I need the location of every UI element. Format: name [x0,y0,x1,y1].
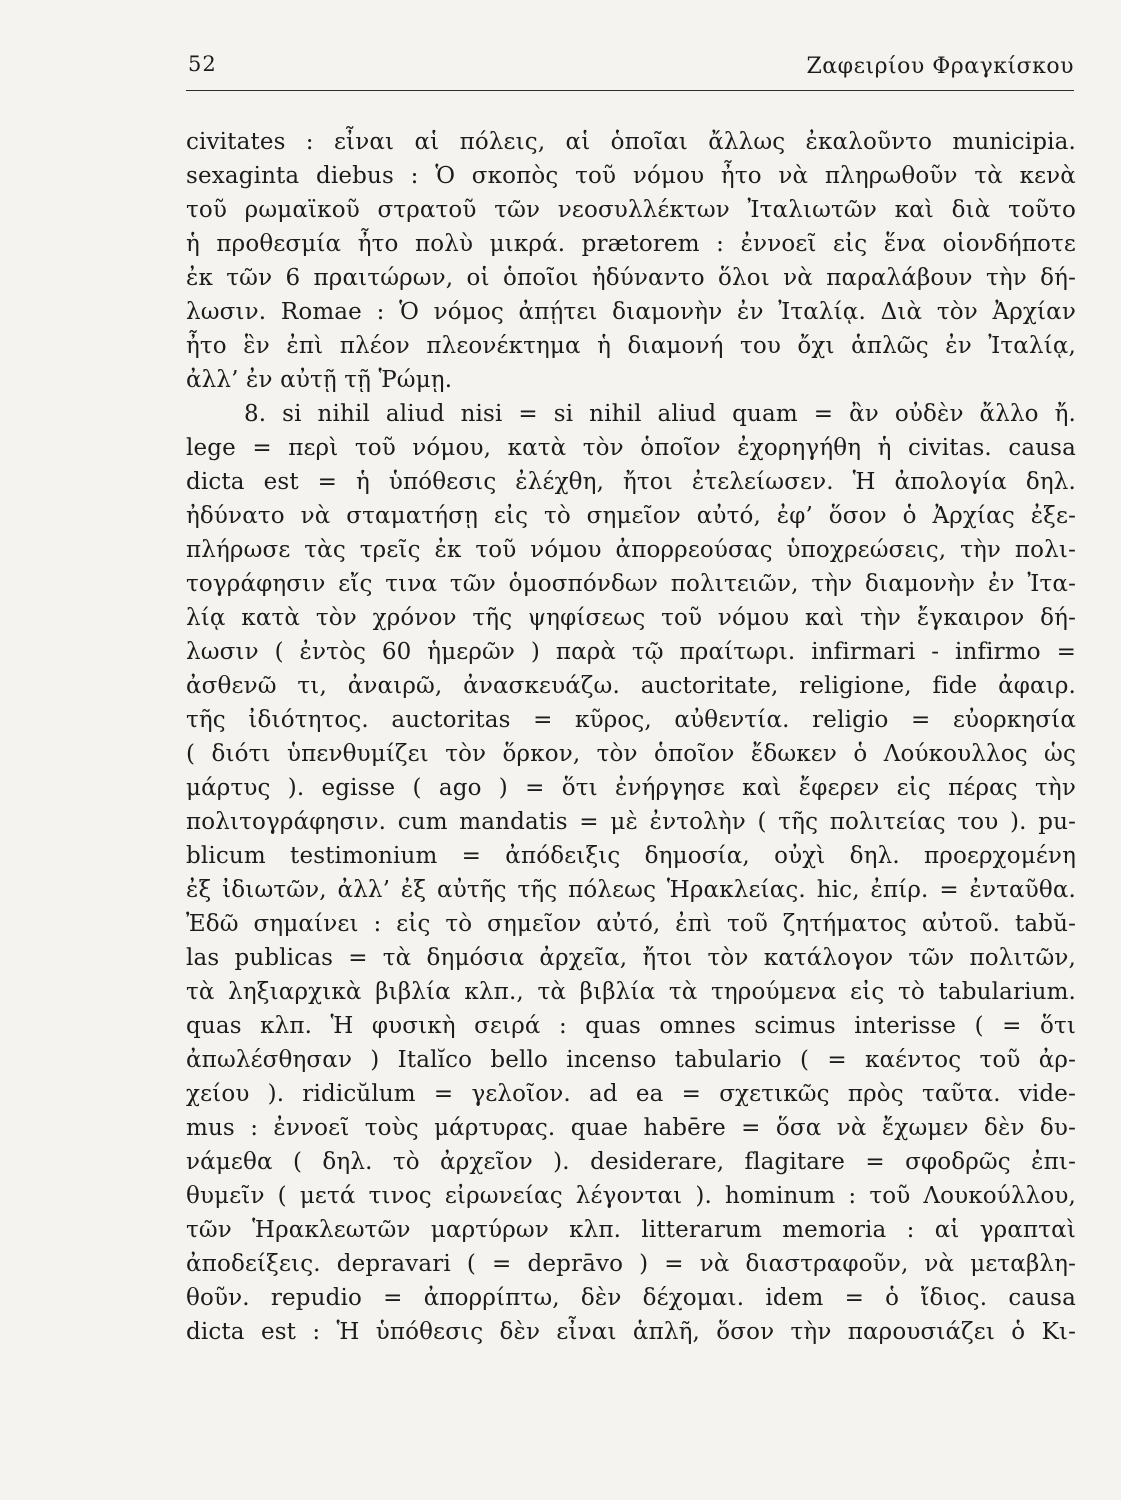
commentary-text [186,125,1076,1349]
text-line: πλήρωσε τὰς τρεῖς ἐκ τοῦ νόμου ἀπορρεούσας ὑποχρεώσεις, τὴν πολι- [186,537,1076,563]
text-line: λίᾳ κατὰ τὸν χρόνον τῆς ψηφίσεως τοῦ νόμου καὶ τὴν ἔγκαιρον δή- [186,605,1076,631]
text-line: ἡ προθεσμία ἦτο πολὺ μικρά. prætorem : ἐννοεῖ εἰς ἕνα οἱονδήποτε [186,231,1076,257]
text-line: las publicas = τὰ δημόσια ἀρχεῖα, ἤτοι τὸν κατάλογον τῶν πολιτῶν, [186,945,1076,971]
text-line: ἠδύνατο νὰ σταματήσῃ εἰς τὸ σημεῖον αὐτό, ἐφ’ ὅσον ὁ Ἀρχίας ἐξε- [186,503,1076,529]
text-line: πολιτογράφησιν. cum mandatis = μὲ ἐντολὴν ( τῆς πολιτείας του ). pu- [186,809,1076,835]
text-line: sexaginta diebus : Ὁ σκοπὸς τοῦ νόμου ἦτο νὰ πληρωθοῦν τὰ κενὰ [186,163,1076,189]
text-line: τογράφησιν εἴς τινα τῶν ὁμοσπόνδων πολιτειῶν, τὴν διαμονὴν ἐν Ἰτα- [186,571,1076,597]
running-title: Ζαφειρίου Φραγκίσκου [806,54,1074,79]
text-line: λωσιν. Romae : Ὁ νόμος ἀπῄτει διαμονὴν ἐν Ἰταλίᾳ. Διὰ τὸν Ἀρχίαν [186,299,1076,325]
text-line: ( διότι ὑπενθυμίζει τὸν ὅρκον, τὸν ὁποῖον ἔδωκεν ὁ Λούκουλλος ὡς [186,741,1076,767]
text-line: mus : ἐννοεῖ τοὺς μάρτυρας. quae habēre = ὅσα νὰ ἔχωμεν δὲν δυ- [186,1115,1076,1141]
text-line: θυμεῖν ( μετά τινος εἰρωνείας λέγονται ). hominum : τοῦ Λουκούλλου, [186,1183,1076,1209]
text-line: ἐκ τῶν 6 πραιτώρων, οἱ ὁποῖοι ἠδύναντο ὅλοι νὰ παραλάβουν τὴν δή- [186,265,1076,291]
text-line: τῶν Ἡρακλεωτῶν μαρτύρων κλπ. litterarum memoria : αἱ γραπταὶ [186,1217,1076,1243]
text-line: μάρτυς ). egisse ( ago ) = ὅτι ἐνήργησε καὶ ἔφερεν εἰς πέρας τὴν [186,775,1076,801]
text-line: ἐξ ἰδιωτῶν, ἀλλ’ ἐξ αὐτῆς τῆς πόλεως Ἡρακλείας. hic, ἐπίρ. = ἐνταῦθα. [186,877,1076,903]
text-line: dicta est : Ἡ ὑπόθεσις δὲν εἶναι ἁπλῆ, ὅσον τὴν παρουσιάζει ὁ Κι- [186,1319,1076,1345]
text-line: χείου ). ridicŭlum = γελοῖον. ad ea = σχετικῶς πρὸς ταῦτα. vide- [186,1081,1076,1107]
text-line: lege = περὶ τοῦ νόμου, κατὰ τὸν ὁποῖον ἐχορηγήθη ἡ civitas. causa [186,435,1076,461]
text-line: dicta est = ἡ ὑπόθεσις ἐλέχθη, ἤτοι ἐτελείωσεν. Ἡ ἀπολογία δηλ. [186,469,1076,495]
page-number: 52 [188,52,217,76]
text-line: ἀλλ’ ἐν αὐτῇ τῇ Ῥώμῃ. [186,367,453,393]
text-line: νάμεθα ( δηλ. τὸ ἀρχεῖον ). desiderare, flagitare = σφοδρῶς ἐπι- [186,1149,1076,1175]
text-line: ἦτο ἓν ἐπὶ πλέον πλεονέκτημα ἡ διαμονή του ὄχι ἁπλῶς ἐν Ἰταλίᾳ, [186,333,1076,359]
text-line: quas κλπ. Ἡ φυσικὴ σειρά : quas omnes scimus interisse ( = ὅτι [186,1013,1076,1039]
text-line: Ἐδῶ σημαίνει : εἰς τὸ σημεῖον αὐτό, ἐπὶ τοῦ ζητήματος αὐτοῦ. tabŭ- [186,911,1076,937]
text-line: civitates : εἶναι αἱ πόλεις, αἱ ὁποῖαι ἄλλως ἐκαλοῦντο municipia. [186,129,1076,155]
running-header [186,50,1074,91]
text-line: blicum testimonium = ἀπόδειξις δημοσία, οὐχὶ δηλ. προερχομένη [186,843,1076,869]
text-line: ἀποδείξεις. depravari ( = deprāvo ) = νὰ διαστραφοῦν, νὰ μεταβλη- [186,1251,1076,1277]
text-line: τοῦ ρωμαϊκοῦ στρατοῦ τῶν νεοσυλλέκτων Ἰταλιωτῶν καὶ διὰ τοῦτο [186,197,1076,223]
paragraph-start-line: 8. si nihil aliud nisi = si nihil aliud quam = ἂν οὐδὲν ἄλλο ἤ. [244,401,1076,427]
text-line: τὰ ληξιαρχικὰ βιβλία κλπ., τὰ βιβλία τὰ τηρούμενα εἰς τὸ tabularium. [186,979,1076,1005]
text-line: ἀπωλέσθησαν ) Italĭco bello incenso tabulario ( = καέντος τοῦ ἀρ- [186,1047,1076,1073]
text-line: ἀσθενῶ τι, ἀναιρῶ, ἀνασκευάζω. auctoritate, religione, fide ἀφαιρ. [186,673,1076,699]
text-line: τῆς ἰδιότητος. auctoritas = κῦρος, αὐθεντία. religio = εὐορκησία [186,707,1076,733]
text-line: λωσιν ( ἐντὸς 60 ἡμερῶν ) παρὰ τῷ πραίτωρι. infirmari - infirmo = [186,639,1076,665]
text-line: θοῦν. repudio = ἀπορρίπτω, δὲν δέχομαι. idem = ὁ ἴδιος. causa [186,1285,1076,1311]
